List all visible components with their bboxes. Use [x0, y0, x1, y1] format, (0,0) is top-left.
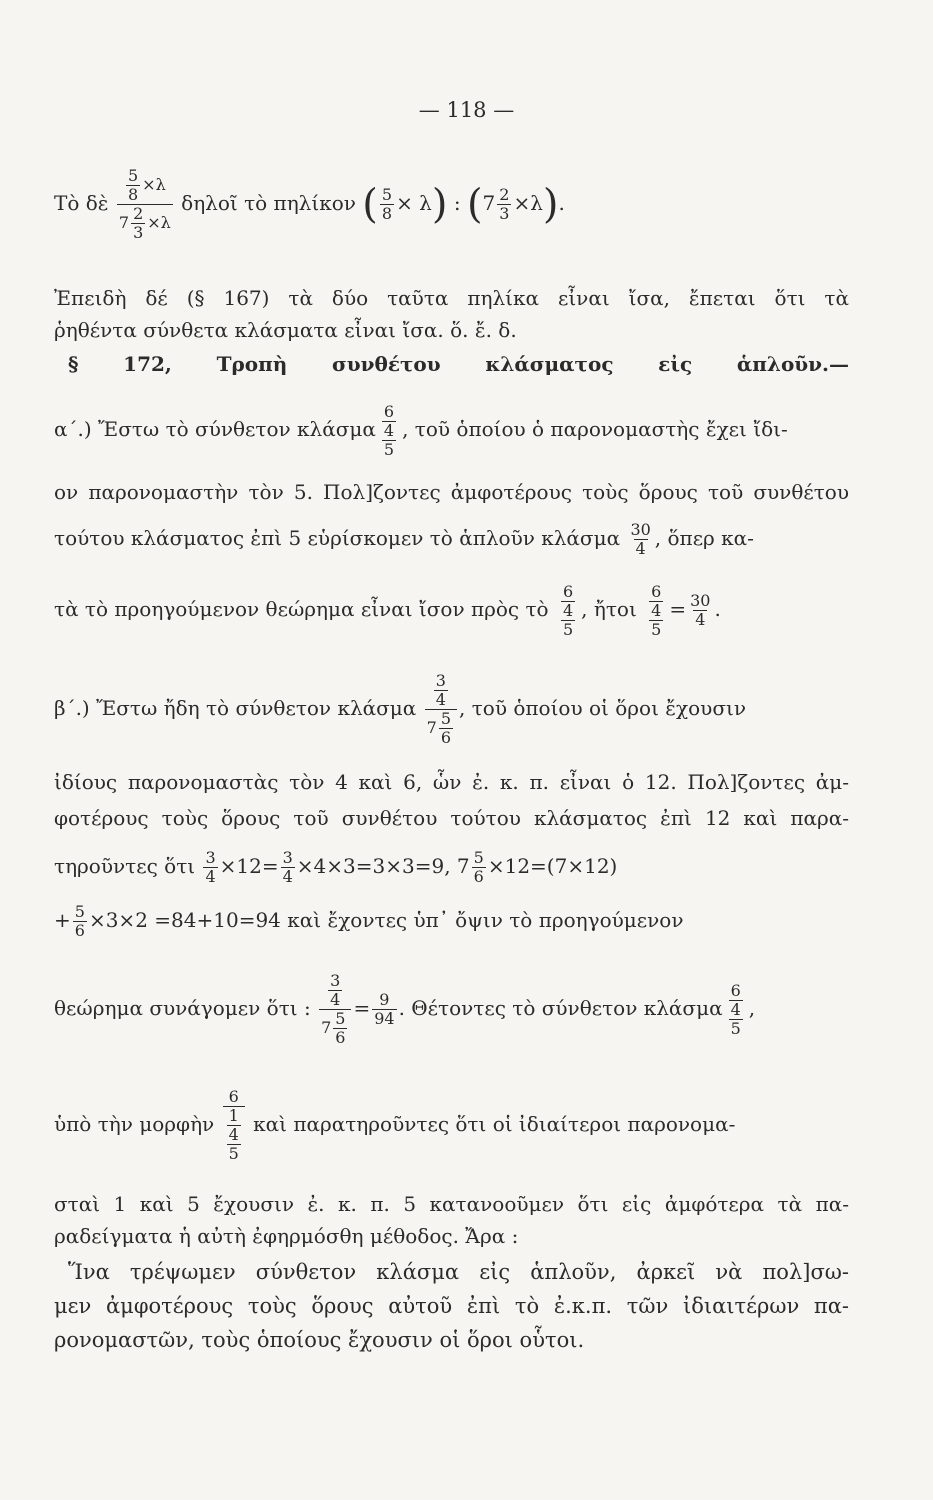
text-line: φοτέρους τοὺς ὅρους τοῦ συνθέτου τούτου κλάσματος ἐπὶ 12 καὶ παρα-: [54, 806, 849, 830]
line-a4: τὰ τὸ προηγούμενον θεώρημα εἶναι ἴσον πρὸς τὸ $\frac{\frac{6}{4}}{5}$ , ἤτοι $\frac{\frac{6}{4}}{5}$ = $\frac{30}{4}$ .: [54, 581, 721, 639]
line-b6: θεώρημα συνάγομεν ὅτι : $\frac{3}{4}$ 7 $\frac{5}{6}$ = $\frac{9}{94}$ . Θέτοντες τὸ σύνθετον κλάσμα $\frac{\frac{6}{4}}{5}$ ,: [54, 971, 756, 1047]
text-line: Ἐπειδὴ δέ (§ 167) τὰ δύο ταῦτα πηλίκα εἶναι ἴσα, ἔπεται ὅτι τὰ: [54, 286, 849, 310]
rule-line: Ἵνα τρέψωμεν σύνθετον κλάσμα εἰς ἁπλοῦν, ἀρκεῖ νὰ πολ]σω-: [68, 1260, 849, 1284]
text-line: ἰδίους παρονομαστὰς τὸν 4 καὶ 6, ὧν ἐ. κ. π. εἶναι ὁ 12. Πολ]ζοντες ἀμ-: [54, 770, 849, 794]
line-a3: τούτου κλάσματος ἐπὶ 5 εὑρίσκομεν τὸ ἁπλοῦν κλάσμα $\frac{30}{4}$ , ὅπερ κα-: [54, 520, 754, 558]
text-line: σταὶ 1 καὶ 5 ἔχουσιν ἐ. κ. π. 5 κατανοοῦμεν ὅτι εἰς ἀμφότερα τὰ πα-: [54, 1192, 849, 1216]
line-a1: α΄.) Ἔστω τὸ σύνθετον κλάσμα $\frac{\frac{6}{4}}{5}$ , τοῦ ὁποίου ὁ παρονομαστὴς ἔχει ἴδι-: [54, 401, 788, 459]
text-line: ῥηθέντα σύνθετα κλάσματα εἶναι ἴσα. ὅ. ἔ. δ.: [54, 318, 517, 342]
rule-line: μεν ἀμφοτέρους τοὺς ὅρους αὐτοῦ ἐπὶ τὸ ἐ.κ.π. τῶν ἰδιαιτέρων πα-: [54, 1294, 849, 1318]
complex-fraction: $\frac{5}{8}$ ×λ 7 $\frac{2}{3}$ ×λ: [118, 166, 171, 242]
text-line: ραδείγματα ἡ αὐτὴ ἐφηρμόσθη μέθοδος. Ἄρα :: [54, 1224, 519, 1248]
line-b1: β΄.) Ἔστω ἤδη τὸ σύνθετον κλάσμα $\frac{3}{4}$ 7 $\frac{5}{6}$ , τοῦ ὁποίου οἱ ὅροι ἔχουσιν: [54, 671, 746, 747]
line-1: Τὸ δὲ $\frac{5}{8}$ ×λ 7 $\frac{2}{3}$ ×λ δηλοῖ τὸ πηλίκον ( $\frac{5}{8}$ × λ) : (7 $\frac{2}{3}$ ×λ).: [54, 166, 565, 242]
page-number: — 118 —: [418, 98, 515, 122]
rule-line: ρονομαστῶν, τοὺς ὁποίους ἔχουσιν οἱ ὅροι οὗτοι.: [54, 1328, 585, 1352]
line-b7: ὑπὸ τὴν μορφὴν 6 $\frac{1}{4}$ 5 καὶ παρατηροῦντες ὅτι οἱ ἰδιαίτεροι παρονομα-: [54, 1087, 736, 1163]
text-line: ον παρονομαστὴν τὸν 5. Πολ]ζοντες ἀμφοτέρους τοὺς ὅρους τοῦ συνθέτου: [54, 480, 849, 504]
line-b5: + $\frac{5}{6}$ ×3×2 =84+10=94 καὶ ἔχοντες ὑπ᾽ ὄψιν τὸ προηγούμενον: [54, 902, 684, 940]
section-heading: § 172, Τροπὴ συνθέτου κλάσματος εἰς ἁπλοῦν.—: [68, 352, 849, 376]
line-b4: τηροῦντες ὅτι $\frac{3}{4}$ ×12= $\frac{3}{4}$ ×4×3=3×3=9, 7 $\frac{5}{6}$ ×12=(7×12): [54, 848, 618, 886]
